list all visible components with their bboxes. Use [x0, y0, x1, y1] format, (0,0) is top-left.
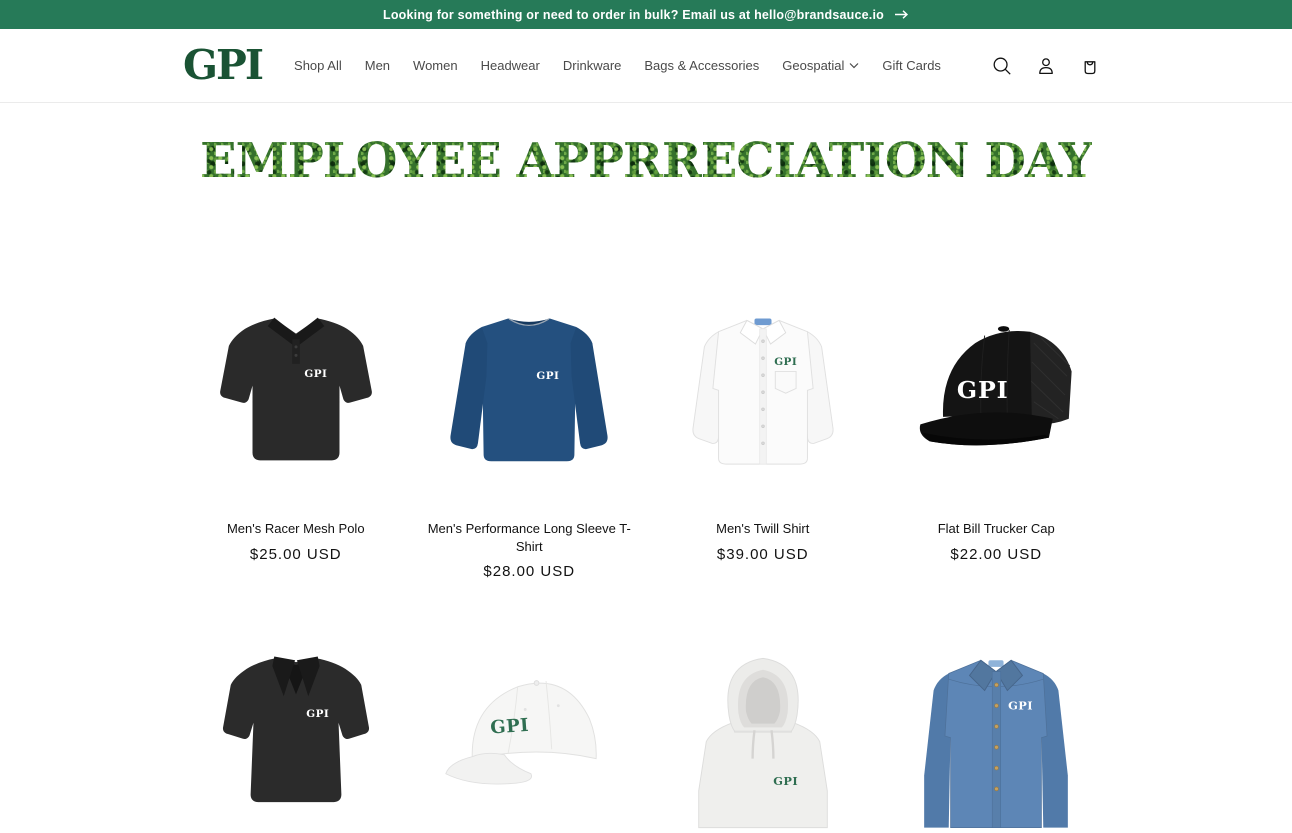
site-header	[0, 29, 1292, 103]
product-image[interactable]	[650, 618, 876, 833]
nav-item-label: Shop All	[294, 58, 342, 73]
product-image[interactable]	[884, 280, 1110, 495]
nav-item-geospatial[interactable]	[782, 58, 859, 73]
product-price: $39.00 USD	[716, 545, 809, 563]
nav-item-headwear[interactable]	[481, 58, 540, 73]
svg-text:GPI: GPI	[772, 773, 798, 788]
nav-item-label: Drinkware	[562, 58, 622, 73]
nav-item-label: Men	[364, 58, 391, 73]
announcement-text: Looking for something or need to order in bulk? Email us at hello@brandsauce.io	[383, 7, 884, 22]
black-womens-polo-illustration	[192, 623, 400, 829]
store-logo[interactable]: GPI	[183, 41, 263, 89]
svg-text:GPI: GPI	[957, 375, 1009, 404]
white-hoodie-illustration	[659, 623, 867, 829]
product-card[interactable]	[417, 618, 643, 833]
nav-item-women[interactable]	[413, 58, 458, 73]
main-nav	[294, 58, 941, 73]
product-grid	[183, 280, 1109, 833]
denim-shirt-illustration	[892, 623, 1100, 829]
white-cap-illustration	[425, 623, 633, 829]
nav-item-shop-all[interactable]	[294, 58, 342, 73]
product-card[interactable]	[183, 280, 409, 580]
svg-text:GPI: GPI	[306, 707, 329, 720]
chevron-down-icon	[849, 62, 859, 69]
header-actions	[983, 47, 1109, 85]
nav-item-label: Women	[413, 58, 458, 73]
nav-item-gift-cards[interactable]	[882, 58, 941, 73]
product-image[interactable]	[183, 280, 409, 495]
product-title[interactable]: Flat Bill Trucker Cap	[937, 521, 1055, 536]
account-icon	[1036, 56, 1056, 76]
product-card[interactable]	[884, 280, 1110, 580]
svg-text:GPI: GPI	[489, 714, 530, 739]
cart-button[interactable]	[1071, 47, 1109, 85]
white-twill-shirt-illustration	[659, 285, 867, 491]
svg-text:GPI: GPI	[536, 369, 560, 382]
product-image[interactable]	[417, 618, 643, 833]
product-title[interactable]: Men's Performance Long Sleeve T-Shirt	[427, 521, 631, 554]
product-image[interactable]	[183, 618, 409, 833]
product-image[interactable]	[884, 618, 1110, 833]
svg-text:GPI: GPI	[1008, 698, 1034, 713]
product-title[interactable]: Men's Racer Mesh Polo	[226, 521, 365, 536]
search-icon	[992, 56, 1012, 76]
black-polo-illustration	[192, 285, 400, 491]
product-price: $25.00 USD	[249, 545, 342, 563]
nav-item-label: Headwear	[480, 58, 540, 73]
nav-item-drinkware[interactable]	[563, 58, 622, 73]
black-trucker-cap-illustration	[892, 285, 1100, 491]
hero-banner-title: EMPLOYEE APPRRECIATION DAY	[200, 132, 1092, 189]
product-card[interactable]	[183, 618, 409, 833]
nav-item-label: Gift Cards	[882, 58, 941, 73]
nav-item-men[interactable]	[365, 58, 390, 73]
svg-text:GPI: GPI	[773, 355, 797, 368]
product-card[interactable]	[650, 618, 876, 833]
product-card[interactable]	[650, 280, 876, 580]
arrow-right-icon	[894, 9, 909, 20]
product-price: $22.00 USD	[950, 545, 1043, 563]
blue-long-sleeve-tee-illustration	[425, 285, 633, 491]
product-image[interactable]	[417, 280, 643, 495]
nav-item-label: Geospatial	[782, 58, 845, 73]
nav-item-bags-accessories[interactable]	[644, 58, 759, 73]
hero-banner	[0, 103, 1292, 218]
account-button[interactable]	[1027, 47, 1065, 85]
product-image[interactable]	[650, 280, 876, 495]
product-price: $28.00 USD	[483, 563, 576, 581]
announcement-bar[interactable]	[0, 0, 1292, 29]
product-title[interactable]: Men's Twill Shirt	[716, 521, 810, 536]
cart-icon	[1080, 56, 1100, 76]
search-button[interactable]	[983, 47, 1021, 85]
product-card[interactable]	[884, 618, 1110, 833]
product-card[interactable]	[417, 280, 643, 580]
nav-item-label: Bags & Accessories	[644, 58, 760, 73]
svg-text:GPI: GPI	[304, 367, 328, 380]
